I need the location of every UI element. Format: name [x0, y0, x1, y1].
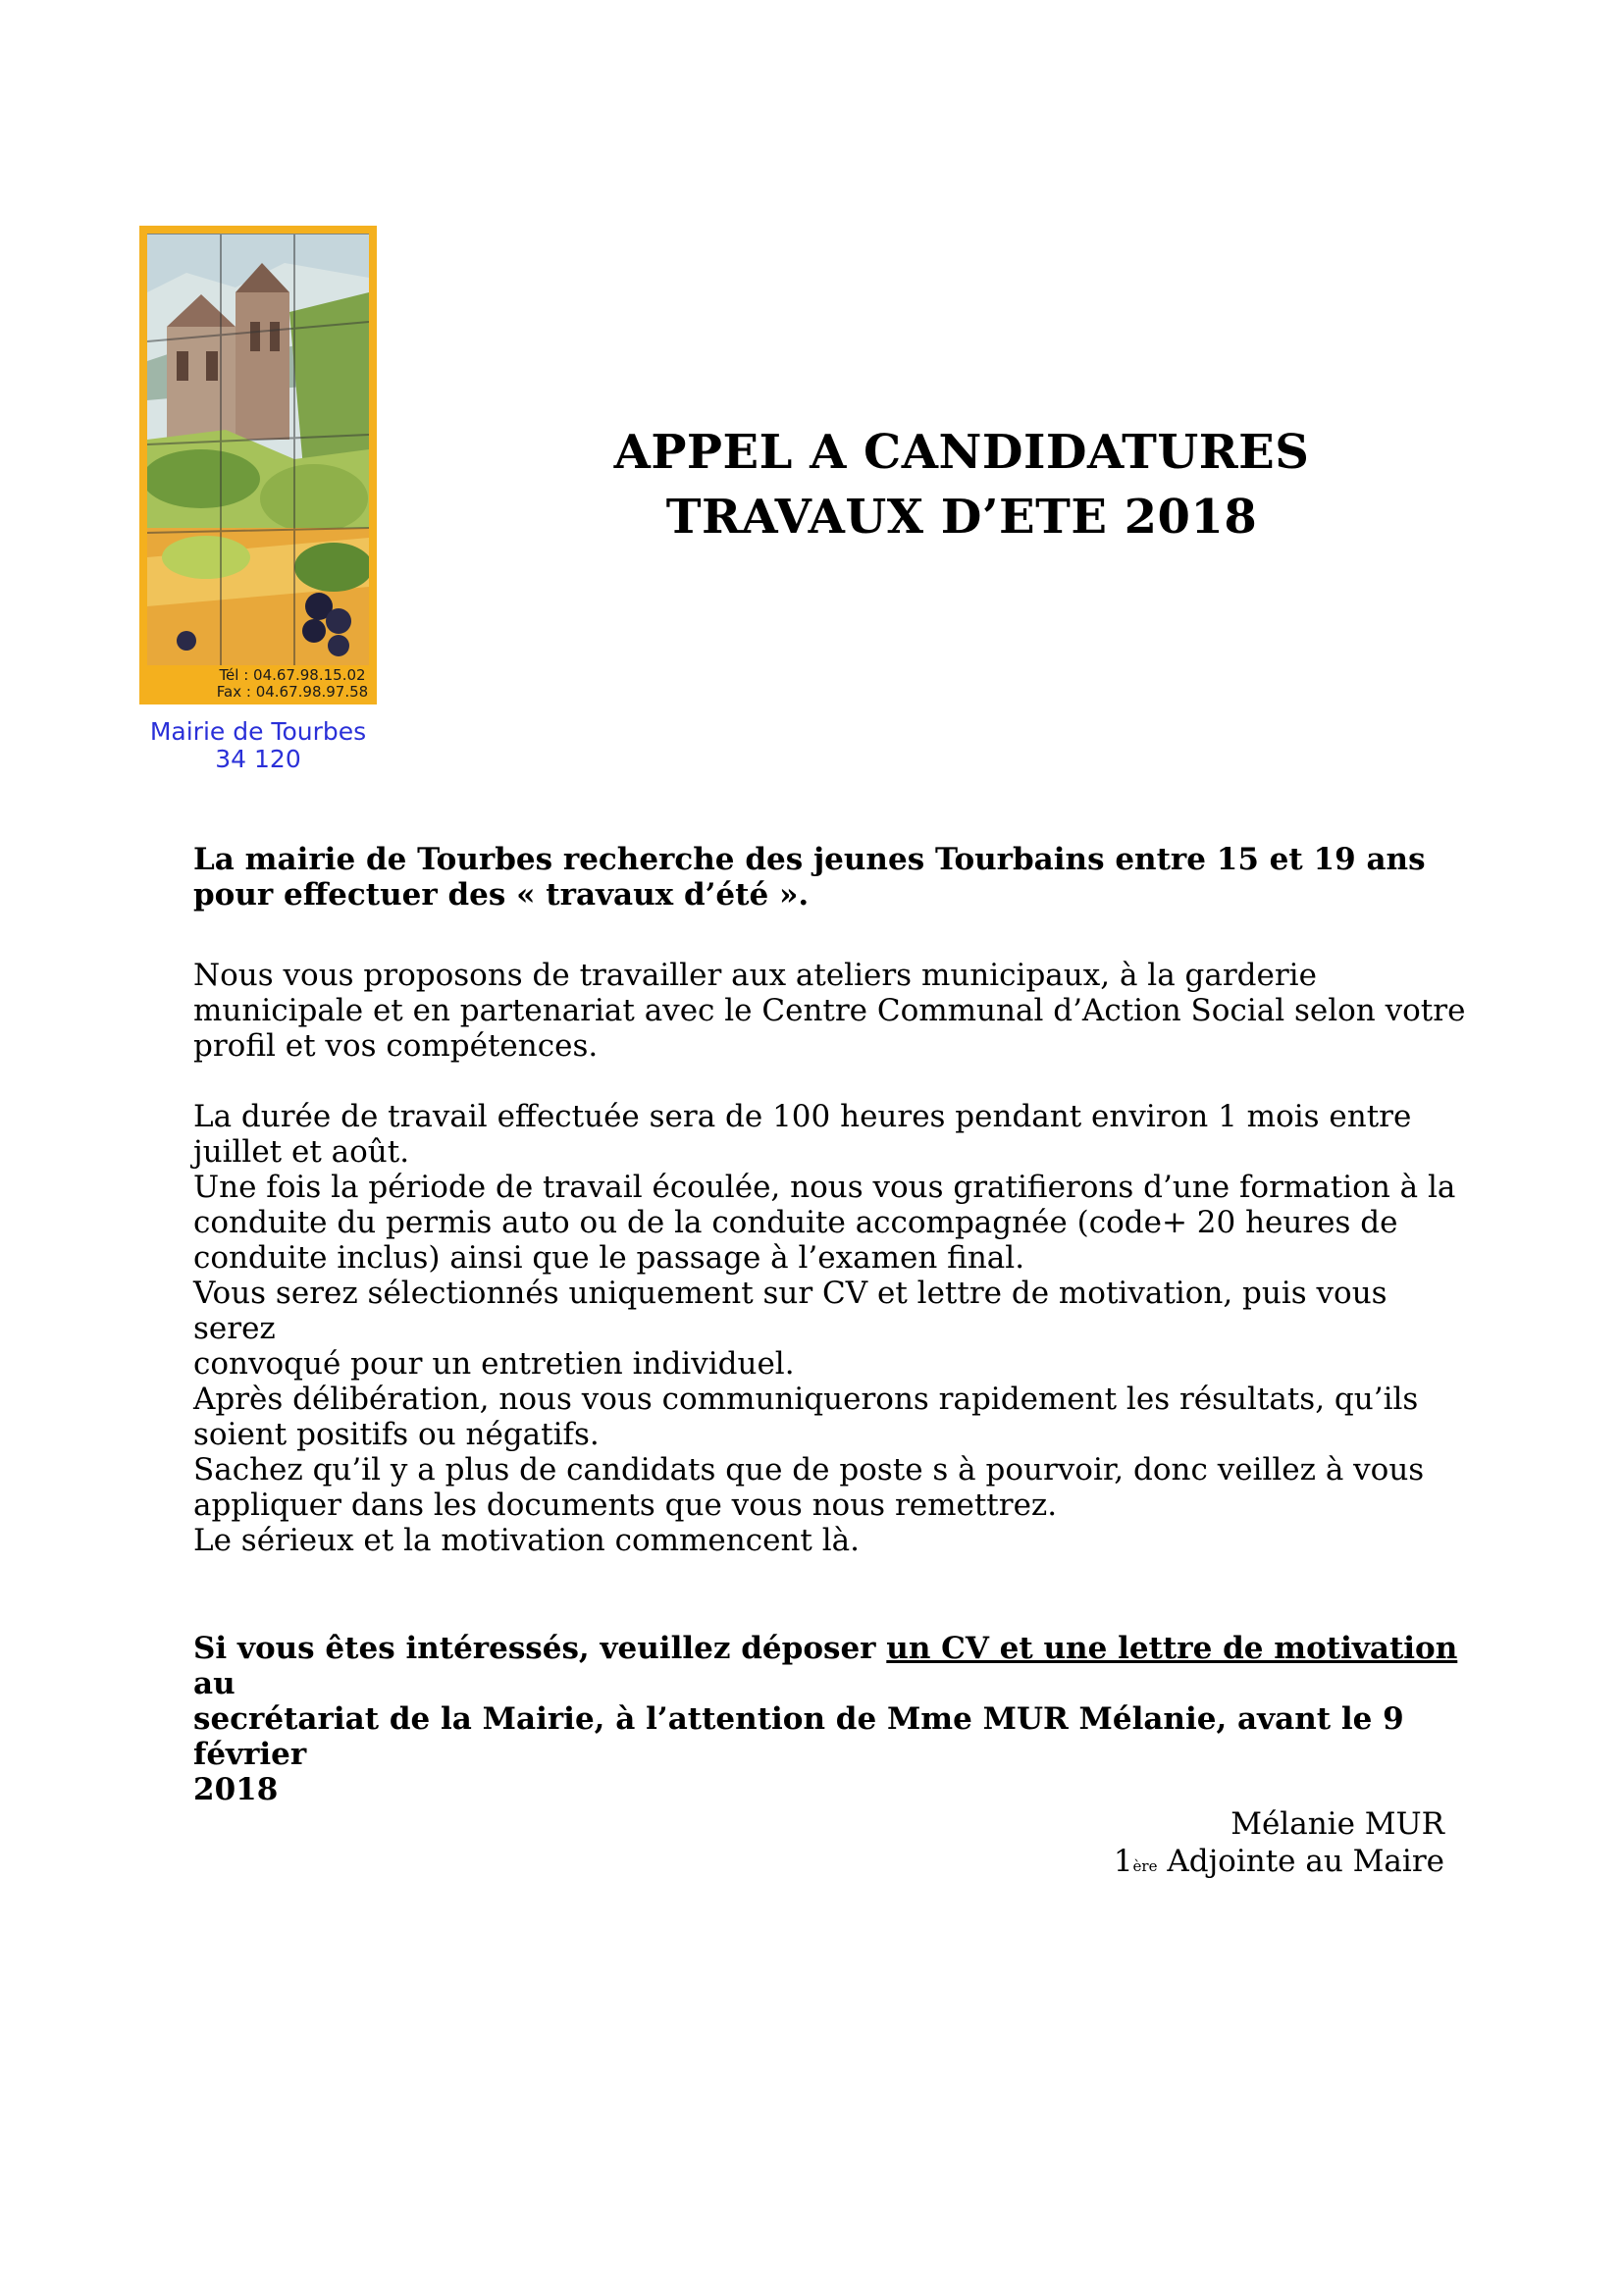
paragraph-2-line-1: La durée de travail effectuée sera de 100 heures pendant environ 1 mois entre: [193, 1099, 1412, 1134]
closing-line-1: [193, 1631, 1469, 1701]
signature-role-prefix: 1: [1113, 1844, 1133, 1879]
intro-line-1: La mairie de Tourbes recherche des jeunes Tourbains entre 15 et 19 ans: [193, 842, 1426, 877]
logo-fax: Fax : 04.67.98.97.58: [216, 683, 369, 701]
paragraph-3-line-1: Sachez qu’il y a plus de candidats que de poste s à pourvoir, donc veillez à vous: [193, 1452, 1425, 1487]
closing-line-1-end: au: [193, 1666, 236, 1701]
paragraph-1-line-1: Nous vous proposons de travailler aux ateliers municipaux, à la garderie: [193, 958, 1317, 993]
page-title: [550, 420, 1374, 549]
paragraph-1-line-2: municipale et en partenariat avec le Centre Communal d’Action Social selon votre: [193, 993, 1466, 1028]
signature-name: Mélanie MUR: [1230, 1806, 1444, 1842]
logo-caption-name: Mairie de Tourbes: [149, 717, 367, 746]
paragraph-2-line-9: soient positifs ou négatifs.: [193, 1417, 600, 1452]
closing-line-1-start: Si vous êtes intéressés, veuillez déposer: [193, 1631, 887, 1666]
intro-line-2: pour effectuer des « travaux d’été ».: [193, 877, 810, 913]
mairie-logo: [139, 226, 377, 704]
logo-contact: [139, 667, 377, 701]
paragraph-2-line-8: Après délibération, nous vous communiquerons rapidement les résultats, qu’ils: [193, 1382, 1419, 1417]
signature-role: [1114, 1843, 1444, 1885]
paragraph-1-line-3: profil et vos compétences.: [193, 1028, 599, 1064]
paragraph-2: [193, 1099, 1469, 1452]
closing-paragraph: [193, 1631, 1469, 1807]
intro-paragraph: [193, 842, 1469, 913]
title-line-1: APPEL A CANDIDATURES: [613, 425, 1310, 480]
paragraph-3-line-2: appliquer dans les documents que vous nous remettrez.: [193, 1487, 1058, 1523]
closing-line-2: secrétariat de la Mairie, à l’attention de Mme MUR Mélanie, avant le 9 février: [193, 1701, 1404, 1772]
paragraph-3: [193, 1452, 1469, 1558]
logo-tel: Tél : 04.67.98.15.02: [219, 666, 366, 684]
paragraph-2-line-3: Une fois la période de travail écoulée, nous vous gratifierons d’une formation à la: [193, 1170, 1456, 1205]
title-line-2: TRAVAUX D’ETE 2018: [665, 490, 1258, 545]
stained-glass-church-icon: [147, 234, 369, 665]
logo-caption: [128, 718, 389, 773]
closing-underlined: un CV et une lettre de motivation: [886, 1631, 1458, 1666]
paragraph-2-line-4: conduite du permis auto ou de la conduite accompagnée (code+ 20 heures de: [193, 1205, 1398, 1240]
signature-role-rest: Adjointe au Maire: [1157, 1844, 1444, 1879]
closing-line-3: 2018: [193, 1772, 279, 1807]
paragraph-1: [193, 958, 1469, 1064]
signature: [1114, 1805, 1444, 1885]
paragraph-2-line-2: juillet et août.: [193, 1134, 410, 1170]
paragraph-2-line-5: conduite inclus) ainsi que le passage à l’examen final.: [193, 1240, 1025, 1276]
paragraph-2-line-7: convoqué pour un entretien individuel.: [193, 1346, 795, 1382]
signature-role-superscript: ère: [1132, 1857, 1158, 1875]
paragraph-3-line-3: Le sérieux et la motivation commencent là.: [193, 1523, 860, 1558]
paragraph-2-line-6: Vous serez sélectionnés uniquement sur CV et lettre de motivation, puis vous serez: [193, 1276, 1387, 1346]
logo-caption-postcode: 34 120: [215, 745, 301, 773]
